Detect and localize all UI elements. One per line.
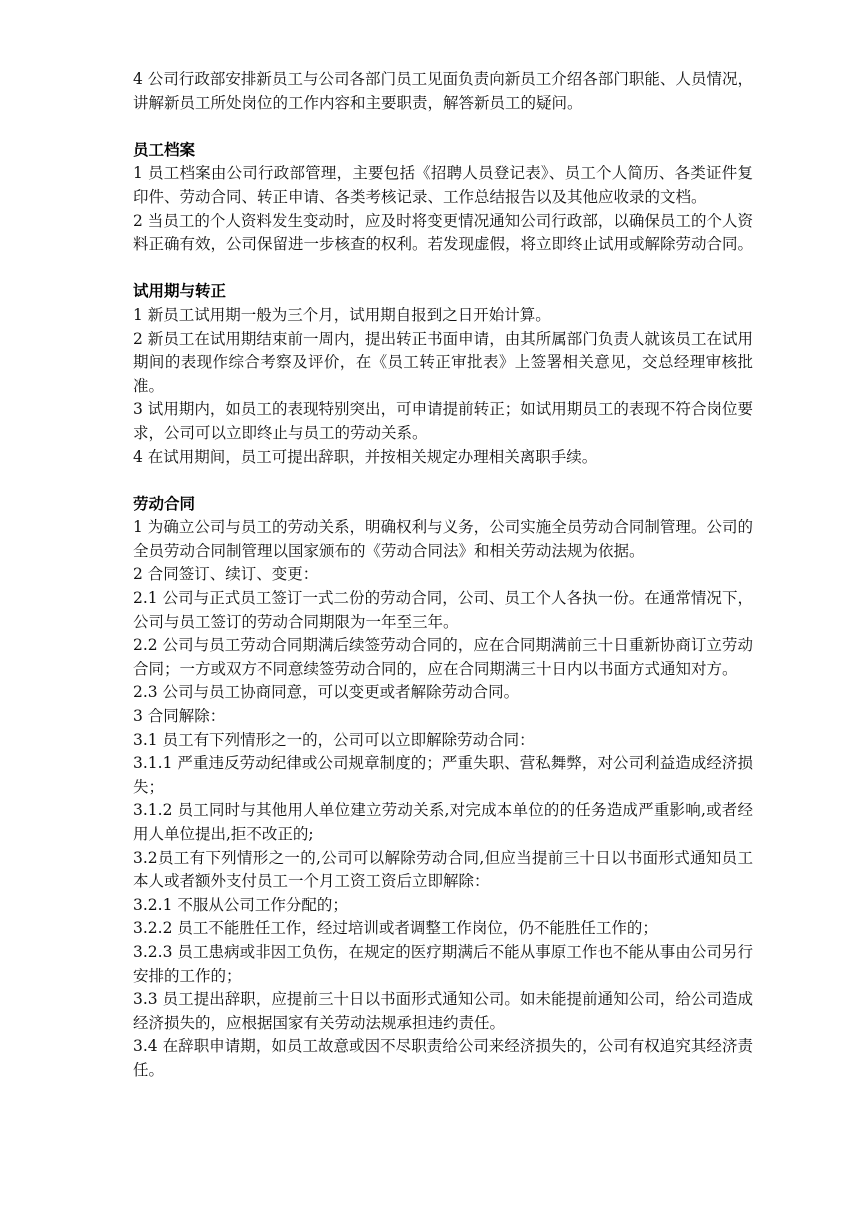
section-gap	[133, 115, 753, 139]
section-probation	[133, 280, 753, 469]
section-paragraph: 1 为确立公司与员工的劳动关系，明确权利与义务，公司实施全员劳动合同制管理。公司的全员劳动合同制管理以国家颁布的《劳动合同法》和相关劳动法规为依据。	[133, 518, 753, 560]
section-labor-contract	[133, 493, 753, 1083]
section-paragraph: 4 在试用期间，员工可提出辞职，并按相关规定办理相关离职手续。	[133, 447, 598, 466]
section-paragraph: 3.1 员工有下列情形之一的，公司可以立即解除劳动合同：	[133, 730, 535, 749]
section-heading: 试用期与转正	[133, 282, 227, 301]
section-paragraph: 2 新员工在试用期结束前一周内，提出转正书面申请，由其所属部门负责人就该员工在试用期间的表现作综合考察及评价，在《员工转正审批表》上签署相关意见，交总经理审核批准。	[133, 329, 753, 395]
section-paragraph: 3.1.1 严重违反劳动纪律或公司规章制度的；严重失职、营私舞弊，对公司利益造成经济损失；	[133, 754, 753, 796]
document-page	[133, 68, 753, 1083]
section-paragraph: 1 员工档案由公司行政部管理，主要包括《招聘人员登记表》、员工个人简历、各类证件复印件、劳动合同、转正申请、各类考核记录、工作总结报告以及其他应收录的文档。	[133, 164, 753, 206]
section-paragraph: 3.2员工有下列情形之一的,公司可以解除劳动合同,但应当提前三十日以书面形式通知员工本人或者额外支付员工一个月工资工资后立即解除：	[133, 848, 753, 891]
section-employee-records	[133, 139, 753, 257]
section-gap	[133, 257, 753, 281]
section-paragraph: 3.2.2 员工不能胜任工作，经过培训或者调整工作岗位，仍不能胜任工作的；	[133, 919, 658, 938]
section-paragraph: 3.1.2 员工同时与其他用人单位建立劳动关系,对完成本单位的的任务造成严重影响,或者经用人单位提出,拒不改正的;	[133, 801, 753, 843]
section-paragraph: 3.4 在辞职申请期，如员工故意或因不尽职责给公司来经济损失的，公司有权追究其经济责任。	[133, 1037, 753, 1079]
section-heading: 员工档案	[133, 140, 196, 159]
intro-paragraph: 4 公司行政部安排新员工与公司各部门员工见面负责向新员工介绍各部门职能、人员情况，讲解新员工所处岗位的工作内容和主要职责，解答新员工的疑问。	[133, 70, 753, 112]
section-paragraph: 3 试用期内，如员工的表现特别突出，可申请提前转正；如试用期员工的表现不符合岗位要求，公司可以立即终止与员工的劳动关系。	[133, 400, 753, 442]
section-paragraph: 1 新员工试用期一般为三个月，试用期自报到之日开始计算。	[133, 305, 551, 324]
section-paragraph: 3 合同解除：	[133, 707, 226, 726]
section-paragraph: 3.3 员工提出辞职，应提前三十日以书面形式通知公司。如未能提前通知公司，给公司造成经济损失的，应根据国家有关劳动法规承担违约责任。	[133, 990, 753, 1032]
section-paragraph: 2.2 公司与员工劳动合同期满后续签劳动合同的，应在合同期满前三十日重新协商订立劳动合同；一方或双方不同意续签劳动合同的，应在合同期满三十日内以书面方式通知对方。	[133, 636, 753, 678]
section-heading: 劳动合同	[133, 494, 196, 513]
section-paragraph: 2.3 公司与员工协商同意，可以变更或者解除劳动合同。	[133, 683, 520, 702]
section-paragraph: 2 当员工的个人资料发生变动时，应及时将变更情况通知公司行政部，以确保员工的个人资料正确有效，公司保留进一步核查的权利。若发现虚假，将立即终止试用或解除劳动合同。	[133, 211, 754, 254]
section-paragraph: 2.1 公司与正式员工签订一式二份的劳动合同，公司、员工个人各执一份。在通常情况下，公司与员工签订的劳动合同期限为一年至三年。	[133, 589, 753, 631]
section-paragraph: 2 合同签订、续订、变更：	[133, 565, 319, 584]
section-paragraph: 3.2.1 不服从公司工作分配的；	[133, 895, 348, 914]
section-gap	[133, 469, 753, 493]
section-paragraph: 3.2.3 员工患病或非因工负伤，在规定的医疗期满后不能从事原工作也不能从事由公司另行安排的工作的；	[133, 942, 753, 985]
